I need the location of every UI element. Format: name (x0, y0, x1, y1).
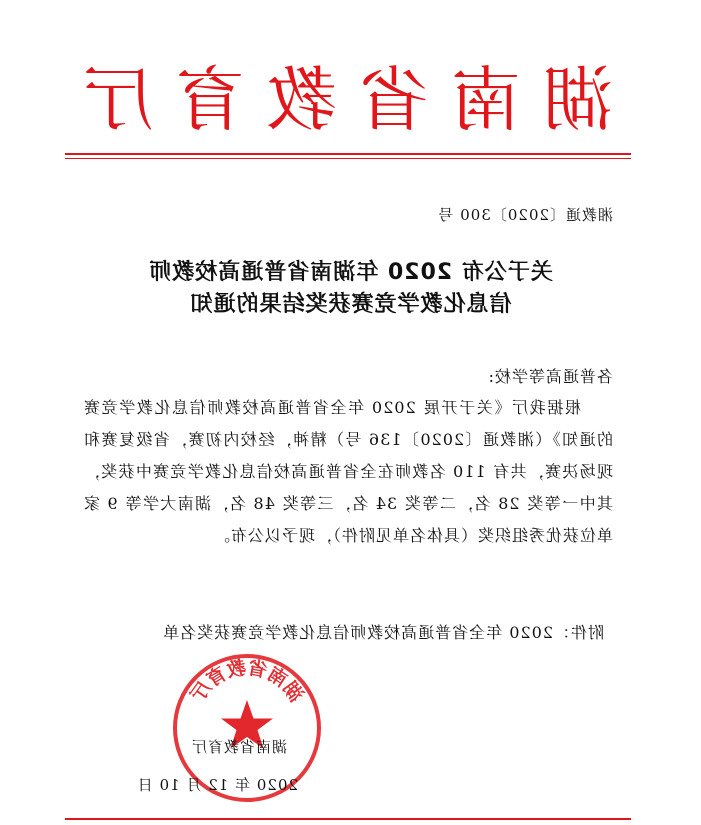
signature-date: 2020 年 12 月 10 日 (136, 776, 298, 794)
body-paragraph: 根据我厅《关于开展 2020 年全省普通高校教师信息化教学竞赛的通知》（湘教通〔2020〕136 号）精神，经校内初赛，省级复赛和现场决赛，共有 110 名教师在全省普通高校信息化教学竞赛中获奖，其中一等奖 28 名，二等奖 34 名，三等奖 48 名，湖南大学等 9 家单位获优秀组织奖（具体名单见附件），现予以公布。 (83, 398, 613, 545)
document-title-line-1: 关于公布 2020 年湖南省普通高校教师 (148, 260, 553, 285)
attachment-line: 附件：2020 年全省普通高校教师信息化教学竞赛获奖名单 (162, 623, 604, 642)
letterhead-char: 教 (267, 59, 337, 141)
letterhead-title (83, 60, 613, 140)
footer-rule (65, 818, 631, 820)
letterhead-char: 育 (175, 59, 245, 141)
seal-text: 湖南省教育厅 (186, 656, 308, 707)
letterhead-rule-thin (65, 158, 631, 159)
letterhead-rule-thick (65, 153, 631, 155)
letterhead-char: 省 (359, 59, 429, 141)
letterhead-char: 湖 (543, 59, 613, 141)
document-title-line-2: 信息化教学竞赛获奖结果的通知 (189, 292, 512, 317)
salutation: 各普通高等学校: (487, 367, 613, 386)
letterhead-char: 厅 (83, 59, 153, 141)
letterhead-char: 南 (451, 59, 521, 141)
document-number: 湘教通〔2020〕300 号 (437, 206, 613, 224)
signature-organization: 湖南省教育厅 (190, 738, 287, 756)
svg-text:湖南省教育厅 (187, 656, 308, 706)
